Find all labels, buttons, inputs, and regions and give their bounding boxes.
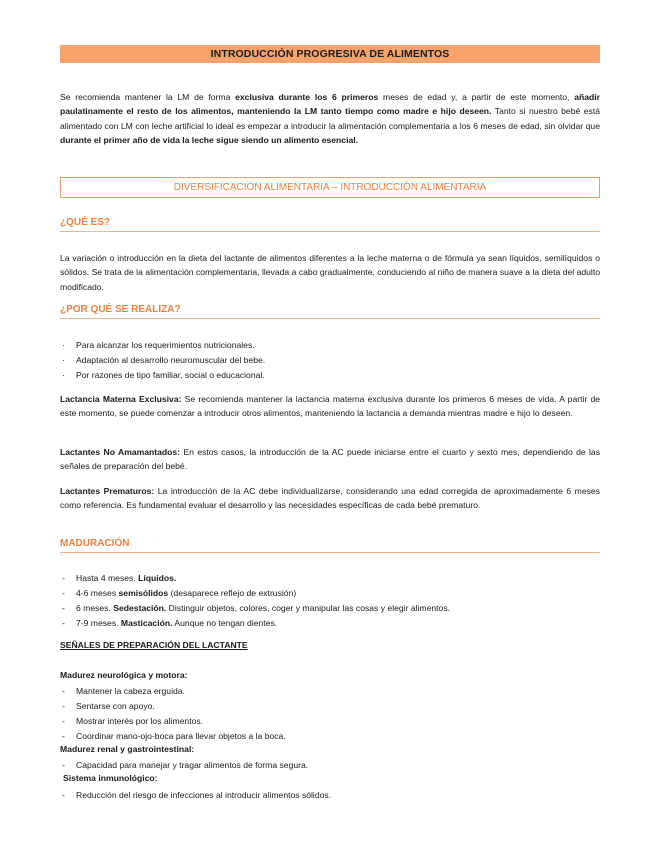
prematuros-text: La introducción de la AC debe individualizarse, considerando una edad corregida de aproximadamente 6 meses como referencia. Es fundamental evaluar el desarrollo y las necesidades específicas de cada bebé prematuro. bbox=[60, 486, 600, 511]
intro-text-1: Se recomienda mantener la LM de forma bbox=[60, 92, 236, 102]
list-item-text: Coordinar mano-ojo-boca para llevar objetos a la boca. bbox=[76, 731, 286, 741]
prematuros-label: Lactantes Prematuros: bbox=[60, 486, 155, 496]
lactancia-exclusiva-text: Se recomienda mantener la lactancia materna exclusiva durante los primeros 6 meses de vida. A partir de este momento, se puede comenzar a introducir otros alimentos, manteniendo la lactancia a demanda mientras madre e hijo lo deseen. bbox=[60, 394, 601, 419]
item-bold: Líquidos. bbox=[138, 573, 177, 583]
item-text: Hasta 4 meses. bbox=[76, 573, 139, 583]
list-item-text: Mantener la cabeza erguida. bbox=[76, 686, 185, 696]
que-es-heading: ¿QUÉ ES? bbox=[60, 217, 600, 232]
por-que-list bbox=[60, 338, 600, 383]
dash-marker: - bbox=[62, 573, 65, 583]
bullet-marker: · bbox=[62, 370, 65, 380]
item-bold: Sedestación. bbox=[113, 603, 167, 613]
list-item-text: Adaptación al desarrollo neuromuscular del bebe. bbox=[76, 355, 266, 365]
section-box-title: DIVERSIFICACIÓN ALIMENTARIA – INTRODUCCIÓN ALIMENTARIA bbox=[60, 177, 600, 198]
dash-marker: - bbox=[62, 618, 65, 628]
no-amamantados-text: En estos casos, la introducción de la AC puede iniciarse entre el cuarto y sexto mes, dependiendo de las señales de preparación del bebé. bbox=[60, 447, 601, 472]
list-item bbox=[60, 616, 600, 631]
dash-marker: - bbox=[62, 790, 65, 800]
list-item bbox=[60, 758, 600, 773]
senales-heading: SEÑALES DE PREPARACIÓN DEL LACTANTE bbox=[60, 640, 248, 650]
neuro-list bbox=[60, 684, 600, 744]
lactancia-exclusiva-label: Lactancia Materna Exclusiva: bbox=[60, 394, 182, 404]
prematuros-paragraph bbox=[60, 484, 600, 513]
list-item bbox=[60, 368, 600, 383]
inmuno-list bbox=[60, 788, 600, 803]
lactancia-exclusiva-paragraph bbox=[60, 392, 600, 421]
no-amamantados-paragraph bbox=[60, 445, 600, 474]
inmuno-label: Sistema inmunológico: bbox=[63, 773, 158, 783]
list-item-text: Por razones de tipo familiar, social o educacional. bbox=[76, 370, 265, 380]
dash-marker: - bbox=[62, 731, 65, 741]
list-item-text: Para alcanzar los requerimientos nutricionales. bbox=[76, 340, 255, 350]
renal-list bbox=[60, 758, 600, 773]
list-item-text: Reducción del riesgo de infecciones al introducir alimentos sólidos. bbox=[76, 790, 332, 800]
list-item bbox=[60, 353, 600, 368]
bullet-marker: · bbox=[62, 355, 65, 365]
list-item bbox=[60, 714, 600, 729]
maduracion-heading: MADURACIÓN bbox=[60, 538, 600, 553]
item-text: 6 meses. bbox=[76, 603, 114, 613]
no-amamantados-label: Lactantes No Amamantados: bbox=[60, 447, 181, 457]
list-item bbox=[60, 788, 600, 803]
por-que-heading: ¿POR QUÉ SE REALIZA? bbox=[60, 304, 600, 319]
intro-bold-2: añadir paulatinamente el resto de los alimentos, manteniendo la LM tanto tiempo como madre e hijo deseen. bbox=[60, 92, 600, 117]
que-es-paragraph: La variación o introducción en la dieta del lactante de alimentos diferentes a la leche materna o de fórmula ya sean líquidos, semilíquidos o sólidos. Se trata de la alimentación complementaria, llevada a cabo gradualmente, conduciendo al niño de manera suave a la dieta del adulto modificado. bbox=[60, 253, 600, 292]
item-text: (desaparece reflejo de extrusión) bbox=[168, 588, 297, 598]
dash-marker: - bbox=[62, 686, 65, 696]
list-item-text: Sentarse con apoyo. bbox=[76, 701, 155, 711]
document-title: INTRODUCCIÓN PROGRESIVA DE ALIMENTOS bbox=[60, 45, 600, 63]
list-item bbox=[60, 338, 600, 353]
item-bold: semisólidos bbox=[118, 588, 169, 598]
list-item bbox=[60, 586, 600, 601]
maduracion-list bbox=[60, 571, 600, 631]
item-bold: Masticación. bbox=[120, 618, 173, 628]
item-text: Aunque no tengan dientes. bbox=[172, 618, 278, 628]
list-item-text: Capacidad para manejar y tragar alimentos de forma segura. bbox=[76, 760, 309, 770]
dash-marker: - bbox=[62, 760, 65, 770]
dash-marker: - bbox=[62, 716, 65, 726]
item-text: Distinguir objetos, colores, coger y manipular las cosas y elegir alimentos. bbox=[166, 603, 451, 613]
intro-bold-3: durante el primer año de vida la leche sigue siendo un alimento esencial. bbox=[60, 134, 359, 145]
list-item bbox=[60, 571, 600, 586]
intro-paragraph bbox=[60, 90, 600, 147]
list-item-text: Mostrar interés por los alimentos. bbox=[76, 716, 204, 726]
dash-marker: - bbox=[62, 701, 65, 711]
dash-marker: - bbox=[62, 588, 65, 598]
list-item bbox=[60, 699, 600, 714]
neuro-label: Madurez neurológica y motora: bbox=[60, 670, 188, 680]
item-text: 4-6 meses bbox=[76, 588, 119, 598]
item-text: 7-9 meses. bbox=[76, 618, 121, 628]
dash-marker: - bbox=[62, 603, 65, 613]
intro-bold-1: exclusiva durante los 6 primeros bbox=[235, 92, 379, 102]
list-item bbox=[60, 601, 600, 616]
intro-text-2: meses de edad y, a partir de este momento, bbox=[378, 92, 575, 102]
intro-text-3: Tanto si nuestro bebé está alimentado con LM con leche artificial lo ideal es empezar a introducir la alimentación complementaria a los 6 meses de edad, sin olvidar que bbox=[60, 106, 600, 131]
list-item bbox=[60, 729, 600, 744]
bullet-marker: · bbox=[62, 340, 65, 350]
list-item bbox=[60, 684, 600, 699]
renal-label: Madurez renal y gastrointestinal: bbox=[60, 744, 195, 754]
